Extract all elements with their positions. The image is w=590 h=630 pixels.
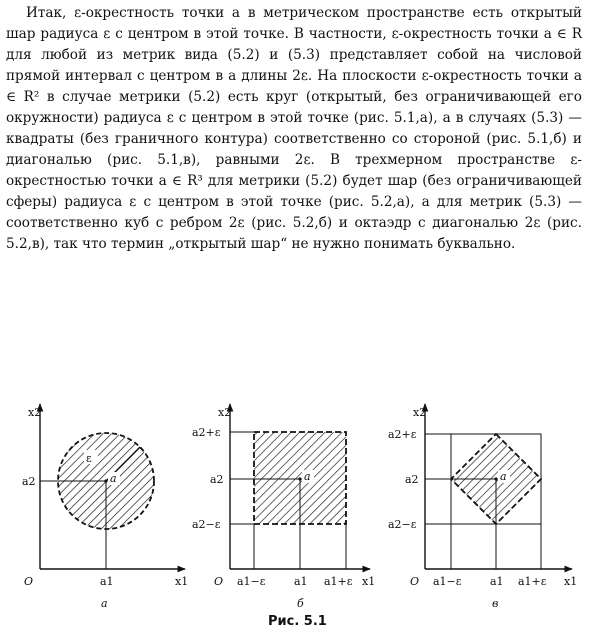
- x-tick: a1: [490, 575, 504, 588]
- y-axis-label: x2: [28, 406, 42, 419]
- y-tick: a2+ε: [388, 428, 417, 441]
- y-tick: a2−ε: [388, 518, 417, 531]
- y-axis-label: x2: [218, 406, 232, 419]
- x-tick: a1: [100, 575, 114, 588]
- origin-label: O: [214, 575, 224, 588]
- x-axis-label: x1: [175, 575, 189, 588]
- x-tick: a1−ε: [433, 575, 462, 588]
- body-text: [6, 3, 582, 255]
- panel-a: [22, 404, 188, 610]
- origin-label: O: [410, 575, 420, 588]
- point-label: a: [500, 470, 507, 483]
- point-label: a: [110, 472, 117, 485]
- point-label: a: [304, 470, 311, 483]
- sublabel: б: [297, 597, 304, 610]
- radius-label: ε: [86, 452, 92, 465]
- y-tick: a2−ε: [192, 518, 221, 531]
- x-tick: a1+ε: [518, 575, 547, 588]
- x-tick: a1−ε: [237, 575, 266, 588]
- panel-b: [192, 404, 375, 610]
- panel-v: [388, 404, 577, 610]
- y-tick: a2: [22, 475, 36, 488]
- y-axis-label: x2: [413, 406, 427, 419]
- paragraph: Итак, ε-окрестность точки a в метрическом пространстве есть открытый шар радиуса ε с центром в этой точке. В частности, ε-окрестность точки a ∈ R для любой из метрик вида (5.2) и (5.3) представляет собой на числовой прямой интервал с центром в a длины 2ε. На плоскости ε-окрестность точки a ∈ R² в случае метрики (5.2) есть круг (открытый, без ограничивающей его окружности) радиуса ε с центром в этой точке (рис. 5.1,а), а в случаях (5.3) — квадраты (без граничного контура) соответственно со стороной (рис. 5.1,б) и диагональю (рис. 5.1,в), равными 2ε. В трехмерном пространстве ε-окрестностью точки a ∈ R³ для метрики (5.2) будет шар (без ограничивающей сферы) радиуса ε с центром в этой точке (рис. 5.2,а), а для метрик (5.3) — соответственно куб с ребром 2ε (рис. 5.2,б) и октаэдр с диагональю 2ε (рис. 5.2,в), так что термин „открытый шар“ не нужно понимать буквально.: [6, 5, 582, 252]
- sublabel: в: [492, 597, 499, 610]
- x-tick: a1+ε: [324, 575, 353, 588]
- figure-caption: Рис. 5.1: [268, 614, 327, 629]
- y-tick: a2+ε: [192, 426, 221, 439]
- x-axis-label: x1: [564, 575, 578, 588]
- figure-5-1: [0, 392, 590, 630]
- sublabel: а: [101, 597, 108, 610]
- y-tick: a2: [210, 473, 224, 486]
- x-tick: a1: [294, 575, 308, 588]
- x-axis-label: x1: [362, 575, 376, 588]
- y-tick: a2: [405, 473, 419, 486]
- origin-label: O: [24, 575, 34, 588]
